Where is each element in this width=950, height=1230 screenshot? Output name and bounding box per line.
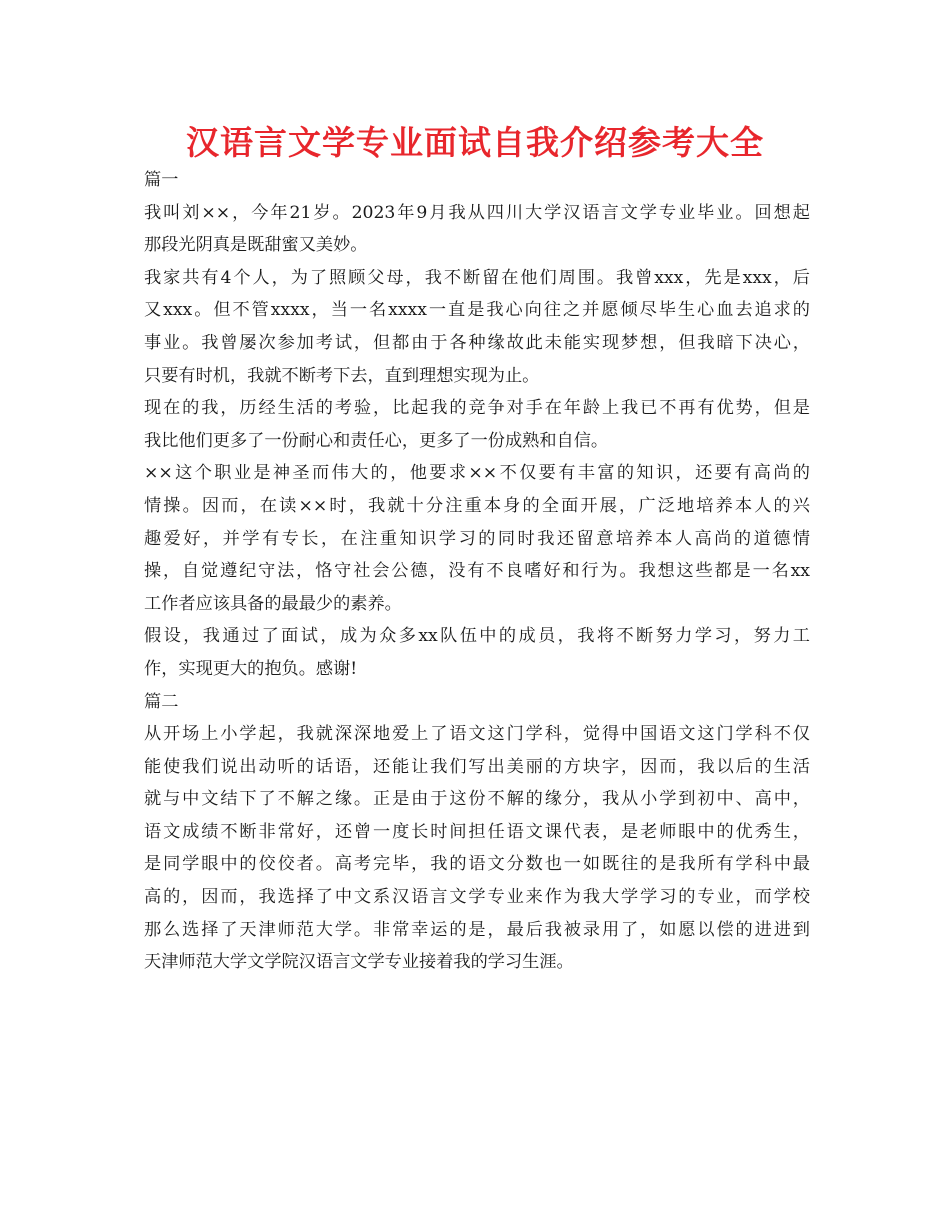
section-heading: 篇一 <box>144 170 179 190</box>
paragraph-line: 是同学眼中的佼佼者。高考完毕，我的语文分数也一如既往的是我所有学科中最 <box>144 854 810 875</box>
paragraph-line: 就与中文结下了不解之缘。正是由于这份不解的缘分，我从小学到初中、高中， <box>144 789 810 810</box>
paragraph-line: 现在的我，历经生活的考验，比起我的竞争对手在年龄上我已不再有优势，但是 <box>144 398 810 419</box>
paragraph-line: 操，自觉遵纪守法，恪守社会公德，没有不良嗜好和行为。我想这些都是一名xx <box>144 561 810 582</box>
paragraph-line: 假设，我通过了面试，成为众多xx队伍中的成员，我将不断努力学习，努力工 <box>144 626 810 647</box>
paragraph-line: 我家共有4个人，为了照顾父母，我不断留在他们周围。我曾xxx，先是xxx，后 <box>144 267 810 288</box>
paragraph-line: 我叫刘××，今年21岁。2023年9月我从四川大学汉语言文学专业毕业。回想起 <box>144 202 810 223</box>
paragraph-line: 天津师范大学文学院汉语言文学专业接着我的学习生涯。 <box>144 952 574 973</box>
paragraph-line: 高的，因而，我选择了中文系汉语言文学专业来作为我大学学习的专业，而学校 <box>144 887 810 908</box>
paragraph-line: 工作者应该具备的最最少的素养。 <box>144 593 402 614</box>
paragraph-line: ××这个职业是神圣而伟大的，他要求××不仅要有丰富的知识，还要有高尚的 <box>144 463 810 484</box>
paragraph-line: 能使我们说出动听的话语，还能让我们写出美丽的方块字，因而，我以后的生活 <box>144 756 810 777</box>
paragraph-line: 事业。我曾屡次参加考试，但都由于各种缘故此未能实现梦想，但我暗下决心， <box>144 332 810 353</box>
paragraph-line: 那么选择了天津师范大学。非常幸运的是，最后我被录用了，如愿以偿的进进到 <box>144 919 810 940</box>
paragraph-line: 只要有时机，我就不断考下去，直到理想实现为止。 <box>144 365 540 386</box>
paragraph-line: 那段光阴真是既甜蜜又美妙。 <box>144 235 368 256</box>
section-heading: 篇二 <box>144 691 179 712</box>
paragraph-line: 我比他们更多了一份耐心和责任心，更多了一份成熟和自信。 <box>144 430 609 451</box>
paragraph-line: 语文成绩不断非常好，还曾一度长时间担任语文课代表，是老师眼中的优秀生， <box>144 821 810 842</box>
document-title: 汉语言文学专业面试自我介绍参考大全 <box>186 123 764 162</box>
paragraph-line: 作，实现更大的抱负。感谢! <box>144 658 358 679</box>
paragraph-line: 趣爱好，并学有专长，在注重知识学习的同时我还留意培养本人高尚的道德情 <box>144 528 810 549</box>
paragraph-line: 又xxx。但不管xxxx，当一名xxxx一直是我心向往之并愿倾尽毕生心血去追求的 <box>144 300 810 321</box>
document-body <box>144 164 810 979</box>
paragraph-line: 从开场上小学起，我就深深地爱上了语文这门学科，觉得中国语文这门学科不仅 <box>144 724 810 745</box>
paragraph-line: 情操。因而，在读××时，我就十分注重本身的全面开展，广泛地培养本人的兴 <box>144 495 810 516</box>
